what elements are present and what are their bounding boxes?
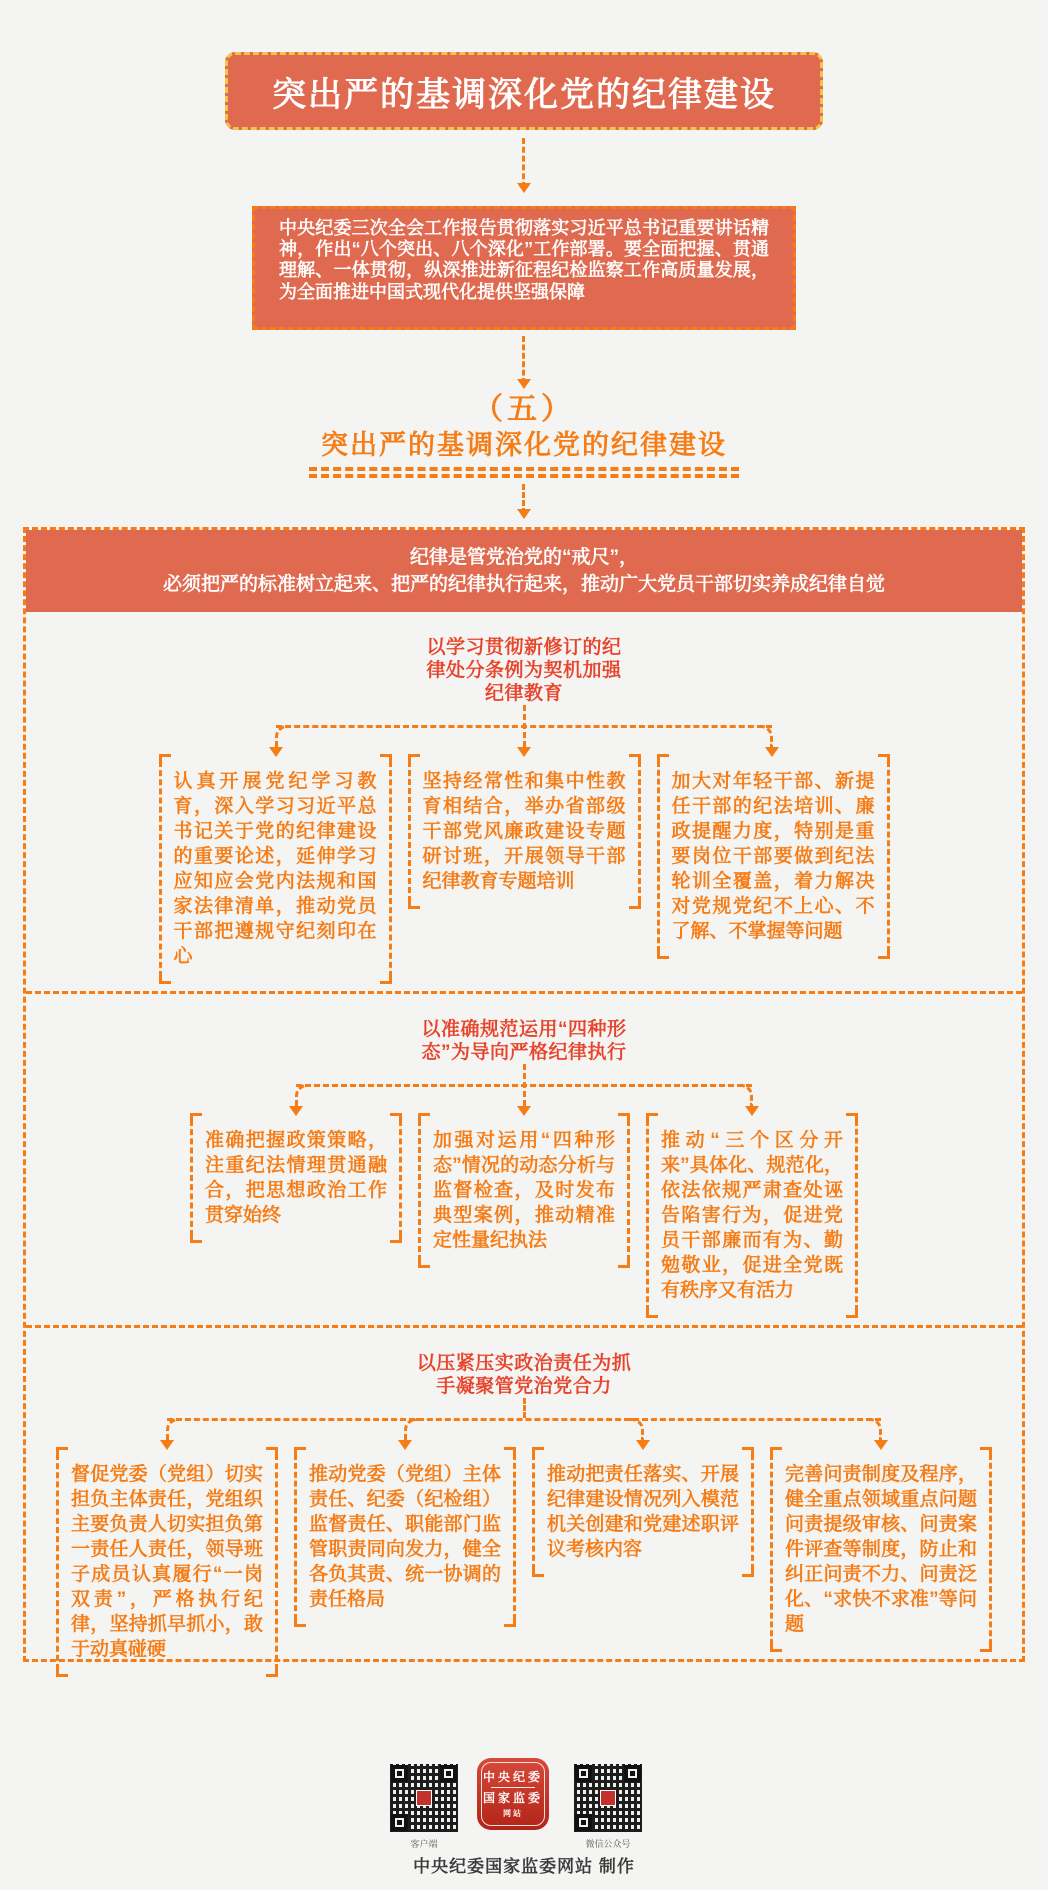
connector-curve — [739, 1084, 753, 1106]
main-panel — [23, 527, 1025, 1662]
box-row — [26, 761, 1022, 977]
corner-mark — [629, 754, 641, 766]
qr-code-app-client — [390, 1764, 458, 1832]
info-box — [770, 1454, 992, 1645]
connector-curve — [166, 1418, 180, 1440]
qr-center-logo-icon — [600, 1790, 616, 1806]
corner-mark — [418, 1256, 430, 1268]
info-box — [657, 761, 890, 952]
connector-curve — [275, 725, 289, 747]
qr-finder-icon — [624, 1765, 641, 1782]
corner-mark — [408, 897, 420, 909]
corner-mark — [390, 1231, 402, 1243]
corner-mark — [159, 754, 171, 766]
info-box — [56, 1454, 278, 1670]
connector-line — [276, 725, 772, 728]
corner-mark — [159, 972, 171, 984]
main-title-text: 突出严的基调深化党的纪律建设 — [272, 75, 776, 114]
corner-mark — [190, 1113, 202, 1125]
qr-finder-icon — [440, 1765, 457, 1782]
section-heading: 以压紧压实政治责任为抓手凝聚管党治党合力 — [416, 1353, 632, 1397]
corner-mark — [618, 1256, 630, 1268]
panel-header-line2: 必须把严的标准树立起来、把严的纪律执行起来，推动广大党员干部切实养成纪律自觉 — [162, 573, 885, 595]
connector-curve — [295, 1084, 309, 1106]
corner-mark — [294, 1447, 306, 1459]
qr-finder-icon — [391, 1765, 408, 1782]
qr-label-left: 客户端 — [410, 1839, 438, 1849]
section-number: （五） — [473, 393, 575, 426]
corner-mark — [846, 1113, 858, 1125]
section-divider — [26, 1325, 1022, 1328]
corner-mark — [390, 1113, 402, 1125]
section-political-responsibility — [26, 1352, 1022, 1670]
flow-arrow-down-icon — [522, 138, 525, 188]
corner-mark — [742, 1447, 754, 1459]
info-box — [294, 1454, 516, 1620]
ccdi-app-logo — [477, 1758, 549, 1830]
corner-mark — [380, 754, 392, 766]
box-row — [26, 1454, 1022, 1670]
corner-mark — [190, 1231, 202, 1243]
corner-mark — [878, 754, 890, 766]
connector-line — [296, 1084, 752, 1087]
corner-mark — [618, 1113, 630, 1125]
info-box — [159, 761, 392, 977]
connector-curve — [759, 725, 773, 747]
flow-arrow-down-icon — [522, 336, 525, 384]
main-title-banner — [225, 52, 823, 130]
connector-curve — [868, 1418, 882, 1440]
flow-arrow-down-icon — [522, 484, 525, 514]
panel-header-line1: 纪律是管党治党的“戒尺”， — [409, 546, 638, 568]
connector-curve — [404, 1418, 418, 1440]
qr-finder-icon — [575, 1814, 592, 1831]
corner-mark — [846, 1306, 858, 1318]
corner-mark — [657, 947, 669, 959]
section-heading: 以学习贯彻新修订的纪律处分条例为契机加强纪律教育 — [426, 637, 622, 704]
corner-mark — [56, 1447, 68, 1459]
corner-mark — [266, 1665, 278, 1677]
corner-mark — [980, 1447, 992, 1459]
box-row — [26, 1120, 1022, 1311]
corner-mark — [646, 1306, 658, 1318]
corner-mark — [504, 1615, 516, 1627]
qr-label-right: 微信公众号 — [585, 1839, 631, 1849]
corner-mark — [770, 1640, 782, 1652]
info-box — [646, 1120, 858, 1311]
panel-header — [26, 530, 1022, 612]
branch-connector — [26, 1398, 1022, 1450]
corner-mark — [878, 947, 890, 959]
info-box-text: 推动把责任落实、开展纪律建设情况列入模范机关创建和党建述职评议考核内容 — [547, 1464, 739, 1560]
qr-code-wechat — [574, 1764, 642, 1832]
info-box — [418, 1120, 630, 1261]
corner-mark — [418, 1113, 430, 1125]
corner-mark — [56, 1665, 68, 1677]
credit-text: 中央纪委国家监委网站 制作 — [413, 1857, 635, 1876]
info-box — [532, 1454, 754, 1570]
qr-center-logo-icon — [416, 1790, 432, 1806]
corner-mark — [532, 1565, 544, 1577]
info-box-text: 完善问责制度及程序，健全重点领域重点问题问责提级审核、问责案件评查等制度，防止和纠正问责不力、问责泛化、“求快不求准”等问题 — [785, 1464, 977, 1635]
info-box-text: 认真开展党纪学习教育，深入学习习近平总书记关于党的纪律建设的重要论述，延伸学习应知应会党内法规和国家法律清单，推动党员干部把遵规守纪刻印在心 — [173, 771, 377, 967]
section-underline — [309, 467, 739, 478]
logo-line2: 国家监委 — [482, 1790, 543, 1805]
intro-text: 中央纪委三次全会工作报告贯彻落实习近平总书记重要讲话精神，作出“八个突出、八个深化”工作部署。要全面把握、贯通理解、一体贯彻，纵深推进新征程纪检监察工作高质量发展，为全面推进中国式现代化提供坚强保障 — [279, 218, 769, 302]
connector-line — [167, 1418, 881, 1421]
corner-mark — [532, 1447, 544, 1459]
corner-mark — [980, 1640, 992, 1652]
info-box-text: 加强对运用“四种形态”情况的动态分析与监督检查，及时发布典型案例，推动精准定性量纪执法 — [433, 1130, 615, 1251]
intro-box — [252, 206, 796, 330]
section-heading: 以准确规范运用“四种形态”为导向严格纪律执行 — [421, 1019, 627, 1063]
connector-line — [523, 1398, 526, 1418]
corner-mark — [408, 754, 420, 766]
branch-connector — [26, 1064, 1022, 1116]
corner-mark — [294, 1615, 306, 1627]
section-discipline-education — [26, 636, 1022, 994]
corner-mark — [657, 754, 669, 766]
info-box — [190, 1120, 402, 1236]
section-title: 突出严的基调深化党的纪律建设 — [321, 430, 727, 460]
logo-divider — [491, 1787, 535, 1788]
corner-mark — [646, 1113, 658, 1125]
qr-finder-icon — [575, 1765, 592, 1782]
section-discipline-enforcement — [26, 1018, 1022, 1328]
corner-mark — [266, 1447, 278, 1459]
logo-line3: 网站 — [503, 1808, 523, 1818]
section-label — [0, 392, 1048, 478]
info-box-text: 督促党委（党组）切实担负主体责任，党组织主要负责人切实担负第一责任人责任，领导班子成员认真履行“一岗双责”，严格执行纪律，坚持抓早抓小，敢于动真碰硬 — [71, 1464, 263, 1660]
logo-line1: 中央纪委 — [482, 1769, 543, 1784]
corner-mark — [629, 897, 641, 909]
qr-finder-icon — [391, 1814, 408, 1831]
info-box-text: 加大对年轻干部、新提任干部的纪法培训、廉政提醒力度，特别是重要岗位干部要做到纪法轮训全覆盖，着力解决对党规党纪不上心、不了解、不掌握等问题 — [671, 771, 875, 942]
info-box-text: 坚持经常性和集中性教育相结合，举办省部级干部党风廉政建设专题研讨班，开展领导干部纪律教育专题培训 — [422, 771, 626, 892]
corner-mark — [380, 972, 392, 984]
section-divider — [26, 991, 1022, 994]
info-box — [408, 761, 641, 902]
info-box-text: 推动党委（党组）主体责任、纪委（纪检组）监督责任、职能部门监管职责同向发力，健全各负其责、统一协调的责任格局 — [309, 1464, 501, 1610]
corner-mark — [770, 1447, 782, 1459]
connector-curve — [630, 1418, 644, 1440]
corner-mark — [742, 1565, 754, 1577]
corner-mark — [504, 1447, 516, 1459]
branch-connector — [26, 705, 1022, 757]
info-box-text: 准确把握政策策略，注重纪法情理贯通融合，把思想政治工作贯穿始终 — [205, 1130, 387, 1226]
info-box-text: 推动“三个区分开来”具体化、规范化，依法依规严肃查处诬告陷害行为，促进党员干部廉而有为、勤勉敬业，促进全党既有秩序又有活力 — [661, 1130, 843, 1301]
